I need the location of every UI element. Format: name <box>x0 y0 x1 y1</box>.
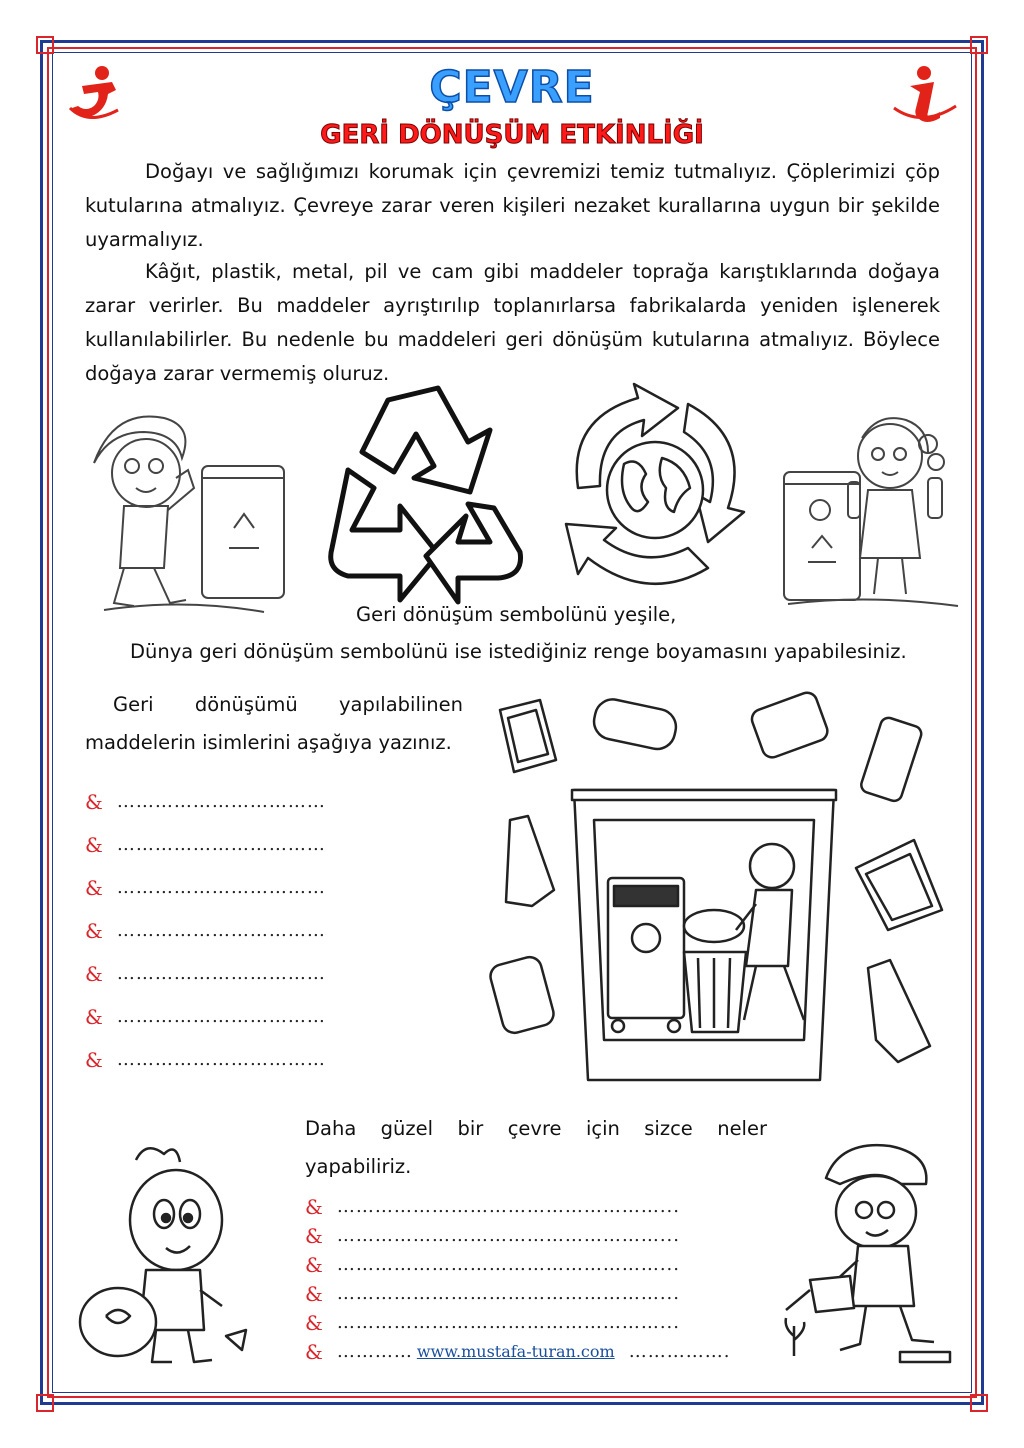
question-1-prompt: Geri dönüşümü yapılabilinen maddelerin isimlerini aşağıya yazınız. <box>85 693 463 754</box>
website-link[interactable]: www.mustafa-turan.com <box>416 1342 615 1361</box>
bullet-icon: & <box>305 1252 323 1277</box>
intro-paragraph-1: Doğayı ve sağlığımızı korumak için çevremizi temiz tutmalıyız. Çöplerimizi çöp kutularına atmalıyız. Çevreye zarar veren kişileri nezaket kurallarına uygun bir şekilde uyarmalıyız. <box>85 160 940 251</box>
answer-line[interactable]: & …………………………… <box>85 961 326 986</box>
answer-lines-1 <box>85 780 415 1081</box>
boy-with-recycle-bin-illustration <box>84 398 294 618</box>
coloring-instruction-2: Dünya geri dönüşüm sembolünü ise istediğiniz renge boyamasını yapabilesiniz. <box>130 640 907 663</box>
bullet-icon: & <box>305 1339 323 1364</box>
bullet-icon: & <box>85 961 103 986</box>
answer-lines-2 <box>305 1192 775 1366</box>
corner-ornament <box>36 36 54 54</box>
recycle-symbol-icon <box>318 380 530 610</box>
bullet-icon: & <box>305 1223 323 1248</box>
bullet-icon: & <box>85 789 103 814</box>
answer-line[interactable]: & ……………………………………………... <box>305 1252 680 1277</box>
answer-line[interactable]: & …………………………… <box>85 875 326 900</box>
boy-watering-plant-illustration <box>780 1130 960 1370</box>
recycling-bin-with-items-illustration <box>484 690 954 1090</box>
bullet-icon: & <box>85 1047 103 1072</box>
bullet-icon: & <box>305 1310 323 1335</box>
page-title: ÇEVRE <box>429 62 595 113</box>
answer-line[interactable]: & …………………………… <box>85 789 326 814</box>
answer-line[interactable]: & …………………………… <box>85 1004 326 1029</box>
coloring-instruction-1: Geri dönüşüm sembolünü yeşile, <box>356 603 677 626</box>
corner-ornament <box>970 36 988 54</box>
girl-with-recycle-bin-illustration <box>778 398 968 610</box>
bullet-icon: & <box>85 832 103 857</box>
corner-ornament <box>970 1394 988 1412</box>
bullet-icon: & <box>305 1281 323 1306</box>
page-subtitle: GERİ DÖNÜŞÜM ETKİNLİĞİ <box>320 120 704 150</box>
world-recycle-symbol-icon <box>538 378 772 608</box>
answer-line-with-website[interactable]: & ………… www.mustafa-turan.com ……………. <box>305 1339 731 1364</box>
intro-paragraph-2: Kâğıt, plastik, metal, pil ve cam gibi maddeler toprağa karıştıklarında doğaya zarar verirler. Bu maddeler ayrıştırılıp toplanırlarsa fabrikalarda yeniden işlenerek kullanılabilirler. Bu nedenle bu maddeleri geri dönüşüm kutularına atmalıyız. Böylece doğaya zarar vermemiş oluruz. <box>85 260 940 385</box>
answer-line[interactable]: & ……………………………………………... <box>305 1310 680 1335</box>
answer-line[interactable]: & …………………………… <box>85 918 326 943</box>
bullet-icon: & <box>85 875 103 900</box>
answer-line[interactable]: & ……………………………………………... <box>305 1194 680 1219</box>
answer-line[interactable]: & ……………………………………………... <box>305 1281 680 1306</box>
bullet-icon: & <box>305 1194 323 1219</box>
answer-line[interactable]: & ……………………………………………... <box>305 1223 680 1248</box>
bullet-icon: & <box>85 918 103 943</box>
question-2-prompt: Daha güzel bir çevre için sizce neler yapabiliriz. <box>305 1117 767 1178</box>
corner-ornament <box>36 1394 54 1412</box>
bullet-icon: & <box>85 1004 103 1029</box>
answer-line[interactable]: & …………………………… <box>85 832 326 857</box>
girl-with-trash-bag-illustration <box>76 1140 256 1370</box>
answer-line[interactable]: & …………………………… <box>85 1047 326 1072</box>
